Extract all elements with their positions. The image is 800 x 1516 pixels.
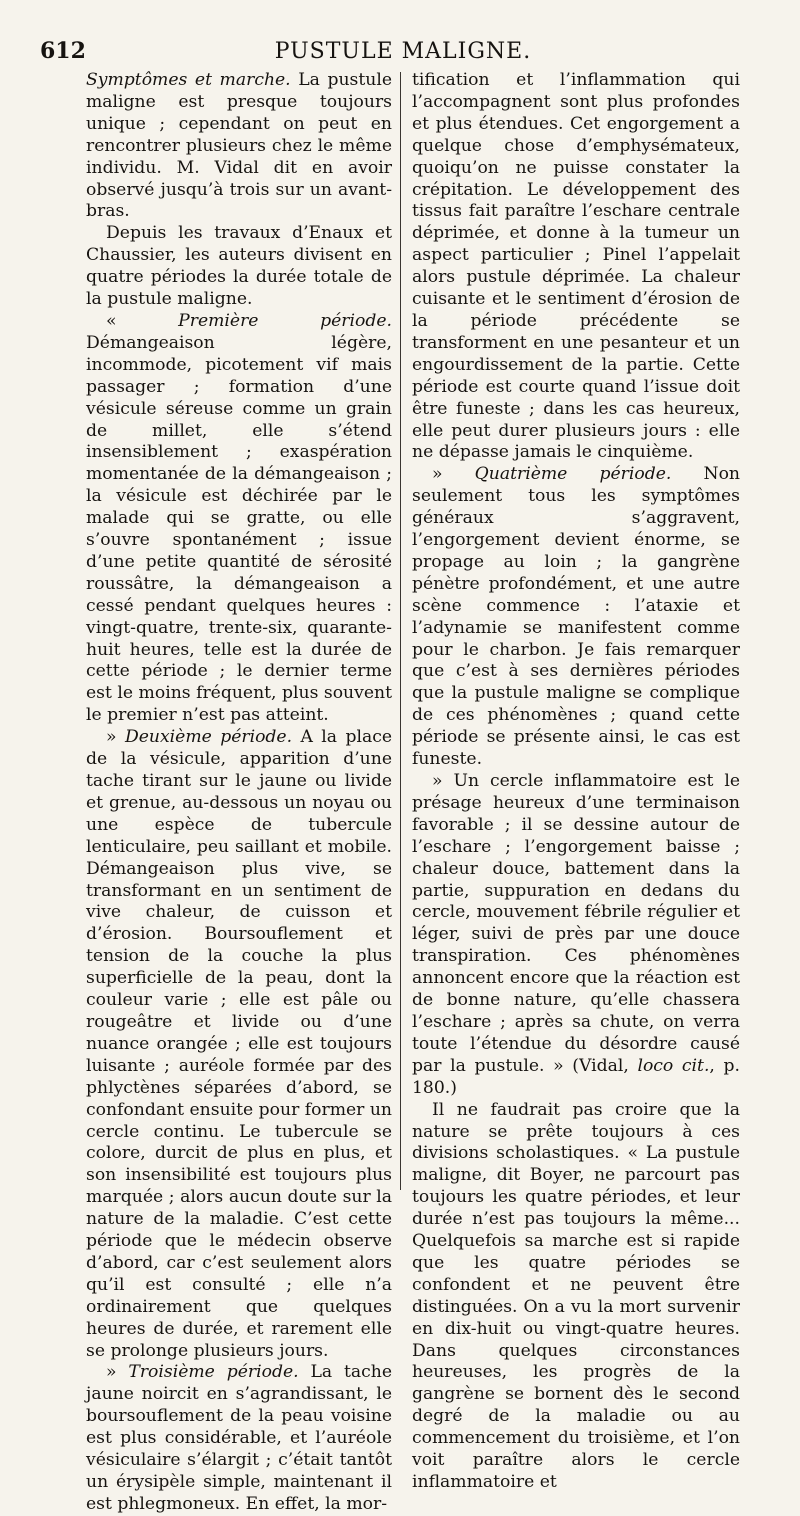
paragraph-quatrieme-periode [412,464,740,771]
quote-mark: » [106,1362,129,1383]
paragraph-troisieme-periode [86,1362,392,1515]
paragraph-text: » Un cercle inflammatoire est le présage heureux d’une terminaison favorable ; il se dessine autour de l’eschare ; l’engorgement baisse ; chaleur douce, battement dans la partie, suppuration en dedans du cercle, mouvement fébrile régulier et léger, suivi de près par une douce transpiration. Ces phénomènes annoncent encore que la réaction est de bonne nature, qu’elle chassera l’eschare ; après sa chute, on verra toute l’étendue du désordre causé par la pustule. » (Vidal, [412,771,740,1076]
right-column [412,70,740,1492]
paragraph-boyer [412,1100,740,1494]
running-title: PUSTULE MALIGNE. [274,39,532,64]
paragraph-lead: Troisième période. [128,1362,299,1383]
paragraph-cercle-inflammatoire [412,771,740,1100]
paragraph-text: Démangeaison légère, incommode, picotement vif mais passager ; formation d’une vésicule séreuse comme un grain de millet, elle s’étend insensiblement ; exaspération momentanée de la démangeaison ; la vésicule est déchirée par le malade qui se gratte, ou elle s’ouvre spontanément ; issue d’une petite quantité de sérosité roussâtre, la démangeaison a cessé pendant quelques heures : vingt-quatre, trente-six, quarante-huit heures, telle est la durée de cette période ; le dernier terme est le moins fréquent, plus souvent le premier n’est pas atteint. [86,332,392,726]
paragraph-text: Il ne faudrait pas croire que la nature se prête toujours à ces divisions scholastiques. « La pustule maligne, dit Boyer, ne parcourt pas toujours les quatre périodes, et leur durée n’est pas toujours la même... Quelquefois sa marche est si rapide que les quatre périodes se confondent et ne peuvent être distinguées. On a vu la mort survenir en dix-huit ou vingt-quatre heures. Dans quelques circonstances heureuses, les progrès de la gangrène se bornent dès le second degré de la maladie ou au commencement du troisième, et l’on voit paraître alors le cercle inflammatoire et [412,1099,740,1492]
paragraph-text: Non seulement tous les symptômes généraux s’aggravent, l’engorgement devient énorme, se propage au loin ; la gangrène pénètre profondément, et une autre scène commence : l’ataxie et l’adynamie se manifestent comme pour le charbon. Je fais remarquer que c’est à ses dernières périodes que la pustule maligne se complique de ces phénomènes ; quand cette période se présente ainsi, le cas est funeste. [412,464,740,770]
citation-end: , p. 180.) [412,1055,740,1098]
paragraph-lead: Quatrième période. [474,464,672,485]
paragraph-lead: Deuxième période. [124,727,293,748]
paragraph-text: La tache jaune noircit en s’agrandissant, le boursouflement de la peau voisine est plus considérable, et l’auréole vésiculaire s’élargit ; c’était tantôt un érysipèle simple, maintenant il est phlegmoneux. En effet, la mor- [86,1362,392,1514]
paragraph-text: tification et l’inflammation qui l’accompagnent sont plus profondes et plus étendues. Cet engorgement a quelque chose d’emphysémateux, quoiqu’on ne puisse constater la crépitation. Le développement des tissus fait paraître l’eschare centrale déprimée, et donne à la tumeur un aspect particulier ; Pinel l’appelait alors pustule déprimée. La chaleur cuisante et le sentiment d’érosion de la période précédente se transforment en une pesanteur et un engourdissement de la partie. Cette période est courte quand l’issue doit être funeste ; dans les cas heureux, elle peut durer plusieurs jours : elle ne dépasse jamais le cinquième. [412,70,740,463]
paragraph-text: La pustule maligne est presque toujours unique ; cependant on peut en rencontrer plusieurs chez le même individu. M. Vidal dit en avoir observé jusqu’à trois sur un avant-bras. [86,70,392,222]
quote-mark: « [106,310,179,331]
paragraph-lead: Symptômes et marche. [86,70,291,90]
quote-mark: » [106,727,125,748]
paragraph-text: A la place de la vésicule, apparition d’une tache tirant sur le jaune ou livide et grenue, au-dessous un noyau ou une espèce de tubercule lenticulaire, peu saillant et mobile. Démangeaison plus vive, se transformant en un sentiment de vive chaleur, de cuisson et d’érosion. Boursouflement et tension de la couche la plus superficielle de la peau, dont la couleur varie ; elle est pâle ou rougeâtre et livide ou d’une nuance orangée ; elle est toujours luisante ; auréole formée par des phlyctènes séparées d’abord, se confondant ensuite pour former un cercle continu. Le tubercule se colore, durcit de plus en plus, et son insensibilité est toujours plus marquée ; alors aucun doute sur la nature de la maladie. C’est cette période que le médecin observe d’abord, car c’est seulement alors qu’il est consulté ; elle n’a ordinairement que quelques heures de durée, et rarement elle se prolonge plusieurs jours. [86,727,392,1361]
quote-mark: » [432,464,475,485]
left-column [86,70,392,1514]
paragraph-symptomes [86,70,392,223]
paragraph-premiere-periode [86,311,392,727]
paragraph-continuation [412,70,740,464]
paragraph-lead: Première période. [178,310,392,331]
paragraph-deuxieme-periode [86,727,392,1362]
paragraph-text: Depuis les travaux d’Enaux et Chaussier, les auteurs divisent en quatre périodes la durée totale de la pustule maligne. [86,223,392,310]
citation-italic: loco cit. [637,1055,710,1076]
page-header [40,38,760,70]
column-divider [400,72,401,1190]
page-number: 612 [40,38,86,64]
paragraph-divisions [86,223,392,311]
